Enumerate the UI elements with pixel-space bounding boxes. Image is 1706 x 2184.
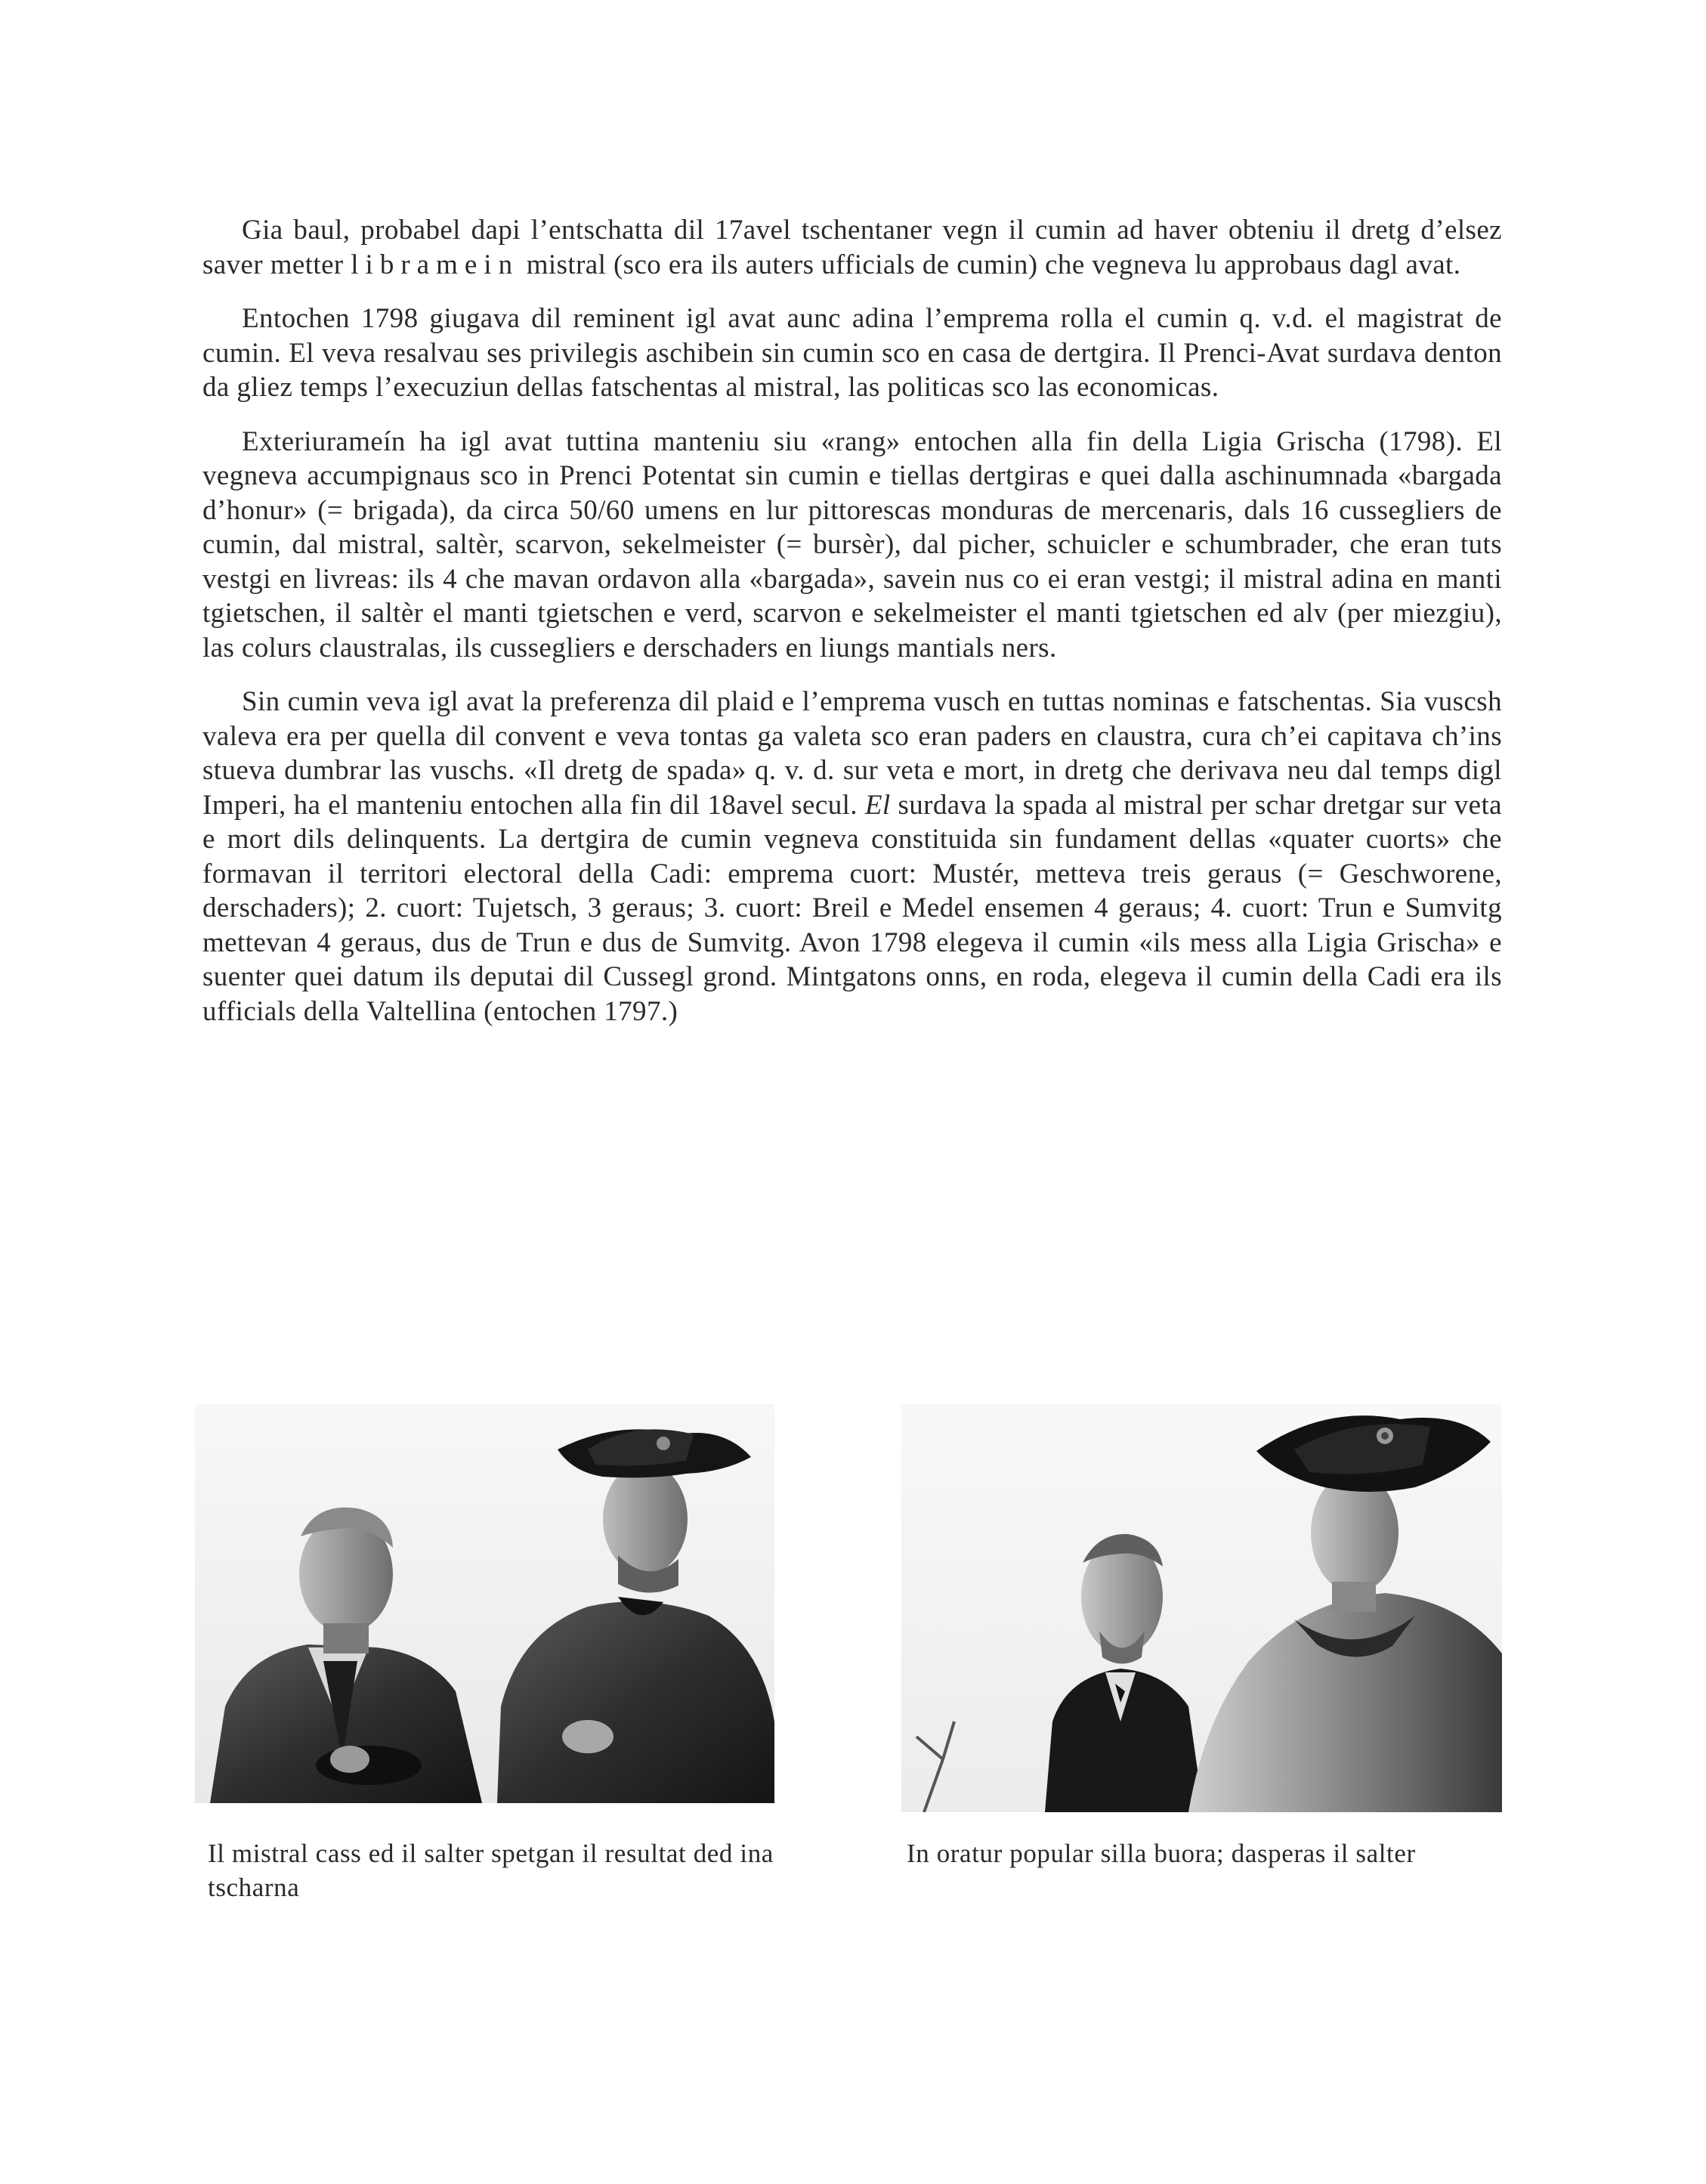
paragraph-1-start: Gia baul, probabel dapi l’entschatta dil 17avel tschentaner vegn il cumin ad haver obteniu il dretg d’elsez saver metter <box>202 215 1502 280</box>
paragraph-1-end: mistral (sco era ils auters ufficials de cumin) che vegneva lu approbaus dagl avat. <box>526 249 1461 280</box>
caption-left: Il mistral cass ed il salter spetgan il resultat ded ina tscharna <box>208 1839 774 1902</box>
italic-word: El <box>864 789 891 821</box>
paragraph-4 <box>202 685 1502 1029</box>
paragraph-4-end: surdava la spada al mistral per schar dretgar sur veta e mort dils delinquents. La dertgira de cumin vegneva constituida sin fundament dellas «quater cuorts» che formavan il territori electoral della Cadi: emprema cuort: Mustér, metteva treis geraus (= Geschworene, derschaders); 2. cuort: Tujetsch, 3 geraus; 3. cuort: Breil e Medel ensemen 4 geraus; 4. cuort: Trun e Sumvitg mettevan 4 geraus, dus de Trun e dus de Sumvitg. Avon 1798 elegeva il cumin «ils mess alla Ligia Grischa» e suenter quei datum ils deputai dil Cussegl grond. Mintgatons onns, en roda, elegeva il cumin della Cadi era ils ufficials della Valtellina (entochen 1797.) <box>202 789 1502 1027</box>
paragraph-1 <box>202 213 1502 282</box>
paragraph-4-start: Sin cumin veva igl avat la preferenza dil plaid e l’emprema vusch en tuttas nominas e fatschentas. Sia vuscsh valeva era per quella dil convent e veva tontas ga valeta sco eran paders en claustra, cura ch’ei capitava ch’ins stueva dumbrar las vuschs. «Il dretg de spada» q. v. d. sur veta e mort, in dretg che derivava neu dal temps digl Imperi, ha el manteniu entochen alla fin dil 18avel secul. <box>202 686 1502 821</box>
photo-right-drawing <box>901 1404 1502 1812</box>
paragraph-2: Entochen 1798 giugava dil reminent igl avat aunc adina l’emprema rolla el cumin q. v.d. el magistrat de cumin. El veva resalvau ses privilegis aschibein sin cumin sco en casa de dertgira. Il Prenci-Avat surdava denton da gliez temps l’execuziun dellas fatschentas al mistral, las politicas sco las economicas. <box>202 303 1502 403</box>
caption-right: In oratur popular silla buora; dasperas il salter <box>907 1839 1416 1868</box>
spaced-word: libramein <box>351 249 520 280</box>
paragraph-3: Exteriurameín ha igl avat tuttina manteniu siu «rang» entochen alla fin della Ligia Grischa (1798). El vegneva accumpignaus sco in Prenci Potentat sin cumin e tiellas dertgiras e quei dalla aschinumnada «bargada d’honur» (= brigada), da circa 50/60 umens en lur pittorescas monduras de mercenaris, dals 16 cussegliers de cumin, dal mistral, saltèr, scarvon, sekelmeister (= bursèr), dal picher, schuicler e schumbrader, che eran tuts vestgi en livreas: ils 4 che mavan ordavon alla «bargada», savein nus co ei eran vestgi; il mistral adina en manti tgietschen, il saltèr el manti tgietschen e verd, scarvon e sekelmeister el manti tgietschen ed alv (per miezgiu), las colurs claustralas, ils cussegliers e derschaders en liungs mantials ners. <box>202 425 1502 664</box>
photo-orator-and-salter <box>901 1404 1502 1812</box>
body-text <box>202 213 1502 1048</box>
photo-mistral-and-salter <box>195 1404 774 1803</box>
photo-left-drawing <box>195 1404 774 1803</box>
